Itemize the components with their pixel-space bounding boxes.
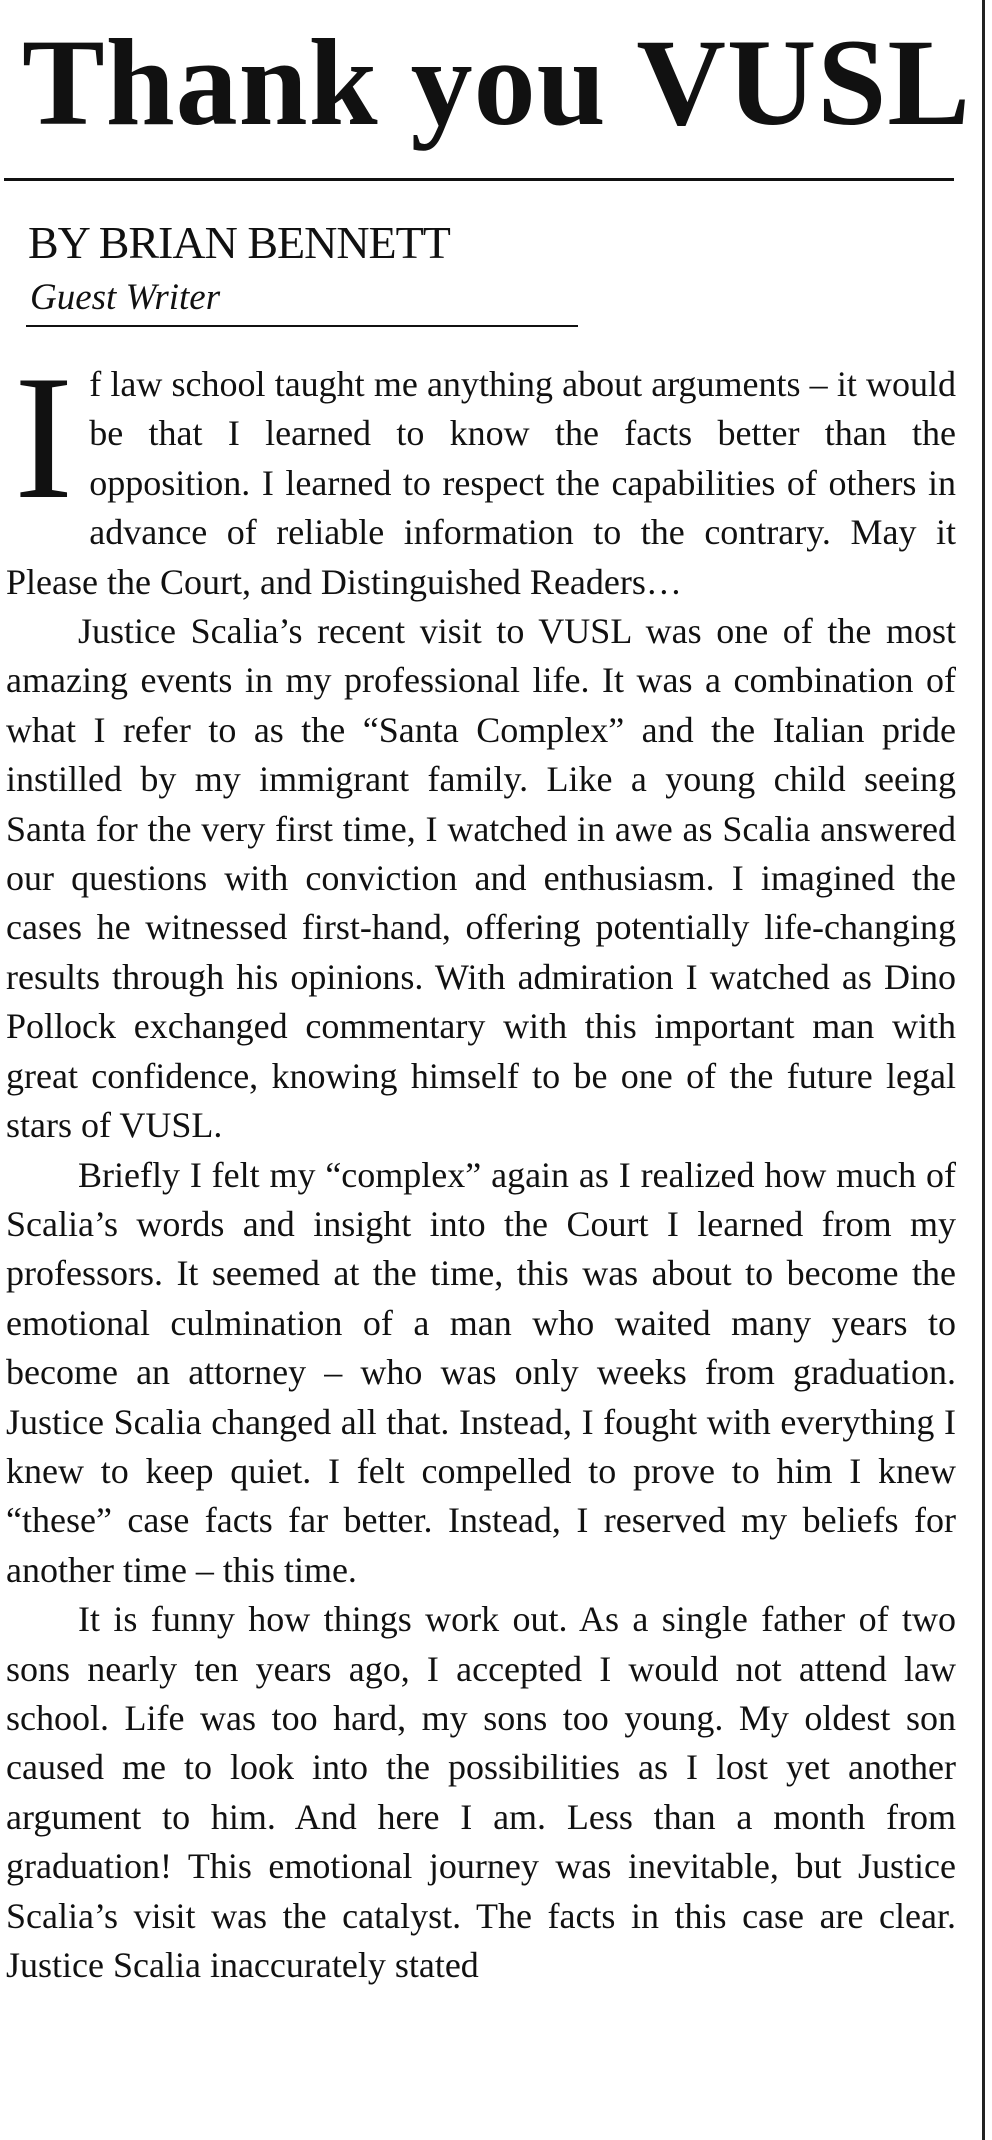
paragraph-2: Justice Scalia’s recent visit to VUSL was one of the most amazing events in my professional life. It was a combination of what I refer to as the “Santa Complex” and the Italian pride instilled by my immigrant family. Like a young child seeing Santa for the very first time, I watched in awe as Scalia answered our questions with conviction and enthusiasm. I imagined the cases he witnessed first-hand, offering potentially life-changing results through his opinions. With admiration I watched as Dino Pollock exchanged commentary with this important man with great confidence, knowing himself to be one of the future legal stars of VUSL. <box>6 611 956 1146</box>
paragraph-4: It is funny how things work out. As a single father of two sons nearly ten years ago, I accepted I would not attend law school. Life was too hard, my sons too young. My oldest son caused me to look into the possibilities as I lost yet another argument to him. And here I am. Less than a month from graduation! This emotional journey was inevitable, but Justice Scalia’s visit was the catalyst. The facts in this case are clear. Justice Scalia inaccurately stated <box>6 1599 956 1985</box>
column-border-rule <box>982 0 985 2140</box>
drop-cap: I <box>14 338 74 536</box>
headline: Thank you VUSL <box>22 14 972 151</box>
paragraph-1-text: f law school taught me anything about arguments – it would be that I learned to know the facts better than the opposition. I learned to respect the capabilities of others in advance of reliable information to the contrary. May it Please the Court, and Distinguished Readers… <box>6 364 956 602</box>
byline: BY BRIAN BENNETT <box>28 217 450 268</box>
author-role: Guest Writer <box>30 277 221 318</box>
article-body <box>6 338 956 1990</box>
byline-divider <box>26 325 578 327</box>
paragraph-3: Briefly I felt my “complex” again as I realized how much of Scalia’s words and insight into the Court I learned from my professors. It seemed at the time, this was about to become the emotional culmination of a man who waited many years to become an attorney – who was only weeks from graduation. Justice Scalia changed all that. Instead, I fought with everything I knew to keep quiet. I felt compelled to prove to him I knew “these” case facts far better. Instead, I reserved my beliefs for another time – this time. <box>6 1154 956 1590</box>
paragraph-1 <box>6 338 956 607</box>
headline-divider <box>4 178 954 181</box>
